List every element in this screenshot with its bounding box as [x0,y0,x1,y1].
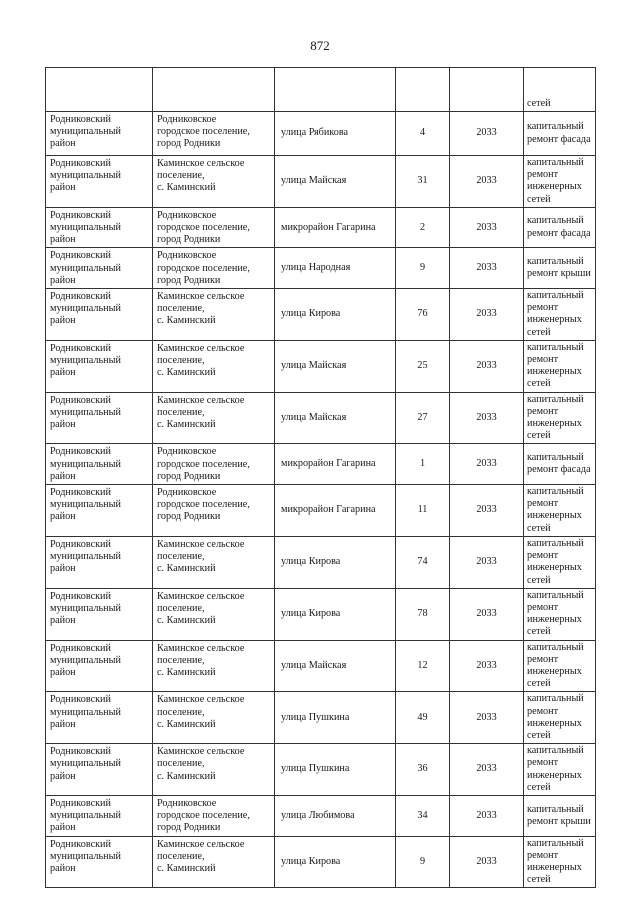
cell-year [450,248,524,289]
cell-house-text: 4 [419,127,426,139]
cell-street-text: улица Пушкина [281,711,350,723]
cell-street [275,207,396,248]
cell-street [275,392,396,444]
cell-settlement-text: Каминское сельское поселение, с. Каминский [157,291,245,327]
cell-settlement-text: Каминское сельское поселение, с. Каминский [157,590,245,627]
cell-street-text: микрорайон Гагарина [281,458,376,470]
cell-settlement [153,640,275,692]
cell-year-text: 2033 [476,659,497,671]
cell-street-text: улица Любимова [281,809,355,821]
table-body [46,68,596,888]
cell-settlement-text: Родниковское городское поселение, город Родники [157,487,250,523]
cell-street-text: микрорайон Гагарина [281,221,376,233]
cell-settlement-text: Каминское сельское поселение, с. Каминский [157,746,245,782]
cell-work-text: капитальный ремонт инженерных сетей [527,641,584,690]
table-row [46,248,596,289]
cell-year-text: 2033 [476,608,497,619]
cell-work-text: сетей [527,97,551,109]
cell-house [396,485,450,537]
cell-house-text: 74 [417,556,428,568]
cell-settlement-text: Каминское сельское поселение, с. Каминский [157,642,245,678]
table-row [46,112,596,156]
cell-settlement-text: Родниковское городское поселение, город Родники [157,797,250,834]
table-row [46,588,596,640]
cell-house [396,112,450,156]
table-row [46,392,596,444]
cell-street-text: улица Майская [281,360,347,372]
table-row [46,640,596,692]
table-row [46,795,596,836]
cell-work [524,692,596,744]
cell-street [275,340,396,392]
cell-settlement [153,536,275,588]
cell-street [275,536,396,588]
cell-district [46,485,153,537]
cell-work [524,588,596,640]
cell-district-text: Родниковский муниципальный район [50,250,121,286]
cell-work-text: капитальный ремонт инженерных сетей [527,837,584,886]
cell-house-text: 1 [419,458,426,470]
cell-house [396,836,450,888]
cell-settlement [153,744,275,796]
cell-year-text: 2033 [476,556,497,568]
cell-street-text: микрорайон Гагарина [281,504,376,516]
cell-house [396,156,450,208]
cell-house-text: 25 [417,360,428,372]
cell-settlement-text: Каминское сельское поселение, с. Каминский [157,342,245,379]
cell-work [524,795,596,836]
cell-district [46,588,153,640]
cell-year-text: 2033 [476,711,497,723]
cell-year [450,207,524,248]
cell-work [524,68,596,112]
cell-district-text: Родниковский муниципальный район [50,590,121,627]
cell-house-text: 31 [417,175,428,187]
cell-house-text: 27 [417,411,428,423]
cell-work [524,536,596,588]
cell-district [46,692,153,744]
cell-district [46,156,153,208]
cell-street-text: улица Рябикова [281,127,349,139]
cell-work-text: капитальный ремонт фасада [527,452,591,476]
cell-settlement [153,156,275,208]
cell-street-text: улица Кирова [281,308,341,320]
cell-street [275,588,396,640]
cell-house [396,588,450,640]
cell-street [275,692,396,744]
cell-house [396,795,450,836]
cell-work [524,640,596,692]
cell-year-text: 2033 [476,221,497,233]
cell-settlement [153,112,275,156]
cell-work-text: капитальный ремонт инженерных сетей [527,589,584,638]
cell-house [396,248,450,289]
cell-street [275,68,396,112]
cell-work-text: капитальный ремонт инженерных сетей [527,393,584,442]
table-row [46,536,596,588]
cell-district [46,340,153,392]
cell-year [450,536,524,588]
housing-repair-table [45,67,596,888]
cell-district [46,289,153,341]
table-row [46,692,596,744]
cell-district-text: Родниковский муниципальный район [50,538,121,575]
cell-year [450,640,524,692]
cell-settlement [153,340,275,392]
cell-year-text: 2033 [476,308,497,320]
cell-work-text: капитальный ремонт фасада [527,215,591,239]
cell-year-text: 2033 [476,504,497,516]
cell-street-text: улица Кирова [281,608,341,619]
cell-district [46,444,153,485]
cell-district-text: Родниковский муниципальный район [50,291,121,327]
cell-district [46,640,153,692]
cell-settlement-text: Каминское сельское поселение, с. Каминский [157,158,245,194]
cell-work-text: капитальный ремонт инженерных сетей [527,486,584,534]
cell-year-text: 2033 [476,855,497,867]
cell-street [275,248,396,289]
cell-work-text: капитальный ремонт фасада [527,121,591,145]
cell-settlement [153,692,275,744]
cell-street [275,444,396,485]
cell-house [396,640,450,692]
cell-house [396,289,450,341]
table-row [46,207,596,248]
table-row [46,156,596,208]
cell-house-text: 76 [417,308,428,320]
cell-work [524,156,596,208]
cell-district-text: Родниковский муниципальный район [50,114,121,150]
cell-work [524,207,596,248]
cell-district-text: Родниковский муниципальный район [50,158,121,194]
table-row [46,485,596,537]
cell-year [450,392,524,444]
cell-settlement-text: Родниковское городское поселение, город Родники [157,114,250,150]
cell-year-text: 2033 [476,809,497,821]
page-number: 872 [310,38,330,53]
cell-settlement-text: Родниковское городское поселение, город Родники [157,209,250,246]
cell-settlement-text: Каминское сельское поселение, с. Каминский [157,694,245,730]
cell-district [46,744,153,796]
cell-year [450,112,524,156]
cell-district-text: Родниковский муниципальный район [50,838,121,874]
cell-settlement [153,588,275,640]
cell-year-text: 2033 [476,360,497,372]
table-row [46,444,596,485]
cell-year [450,836,524,888]
cell-district [46,248,153,289]
cell-district [46,536,153,588]
cell-work [524,112,596,156]
cell-year [450,744,524,796]
table-row [46,836,596,888]
cell-house-text: 34 [417,809,428,821]
cell-year-text: 2033 [476,262,497,274]
cell-house [396,207,450,248]
cell-settlement-text: Каминское сельское поселение, с. Каминский [157,838,245,874]
cell-street [275,289,396,341]
table-row [46,744,596,796]
cell-street [275,744,396,796]
cell-house [396,444,450,485]
cell-district-text: Родниковский муниципальный район [50,694,121,730]
cell-year [450,444,524,485]
cell-street-text: улица Кирова [281,855,341,867]
cell-work-text: капитальный ремонт крыши [527,803,591,827]
cell-work-text: капитальный ремонт инженерных сетей [527,157,584,205]
cell-house [396,744,450,796]
cell-house [396,392,450,444]
cell-year [450,692,524,744]
cell-work [524,392,596,444]
cell-settlement [153,289,275,341]
cell-house [396,536,450,588]
cell-work [524,444,596,485]
cell-year [450,795,524,836]
cell-year [450,340,524,392]
cell-street-text: улица Пушкина [281,763,350,775]
cell-settlement [153,248,275,289]
table-row [46,340,596,392]
cell-work-text: капитальный ремонт инженерных сетей [527,341,584,390]
cell-work [524,340,596,392]
cell-year [450,485,524,537]
cell-year [450,68,524,112]
cell-house-text: 11 [417,504,428,516]
cell-street [275,112,396,156]
cell-district-text: Родниковский муниципальный район [50,209,121,246]
cell-district [46,112,153,156]
cell-house-text: 9 [419,262,426,274]
cell-house-text: 78 [417,608,428,619]
cell-district-text: Родниковский муниципальный район [50,746,121,782]
cell-district-text: Родниковский муниципальный район [50,446,121,482]
cell-work [524,289,596,341]
cell-house [396,692,450,744]
cell-year-text: 2033 [476,175,497,187]
cell-street [275,836,396,888]
cell-street [275,156,396,208]
cell-district-text: Родниковский муниципальный район [50,394,121,431]
cell-district [46,68,153,112]
cell-work-text: капитальный ремонт инженерных сетей [527,745,584,793]
cell-year-text: 2033 [476,127,497,139]
cell-settlement [153,444,275,485]
cell-work [524,744,596,796]
cell-work [524,836,596,888]
cell-settlement [153,207,275,248]
cell-district [46,392,153,444]
cell-street-text: улица Майская [281,659,347,671]
cell-settlement [153,485,275,537]
cell-street [275,485,396,537]
cell-street-text: улица Майская [281,411,347,423]
cell-year-text: 2033 [476,458,497,470]
cell-district-text: Родниковский муниципальный район [50,642,121,678]
cell-work [524,485,596,537]
cell-house [396,340,450,392]
cell-settlement-text: Родниковское городское поселение, город Родники [157,446,250,482]
cell-district-text: Родниковский муниципальный район [50,797,121,834]
cell-house-text: 12 [417,659,428,671]
cell-settlement-text: Каминское сельское поселение, с. Каминский [157,394,245,431]
cell-house-text: 9 [419,855,426,867]
cell-street-text: улица Народная [281,262,351,274]
cell-year-text: 2033 [476,763,497,775]
cell-district [46,207,153,248]
cell-year [450,156,524,208]
cell-year [450,289,524,341]
cell-settlement [153,836,275,888]
cell-district [46,836,153,888]
cell-street-text: улица Кирова [281,556,341,568]
cell-street [275,795,396,836]
cell-work-text: капитальный ремонт инженерных сетей [527,290,584,338]
cell-settlement-text: Родниковское городское поселение, город Родники [157,250,250,286]
cell-work [524,248,596,289]
cell-district-text: Родниковский муниципальный район [50,342,121,379]
cell-settlement [153,795,275,836]
cell-work-text: капитальный ремонт инженерных сетей [527,693,584,741]
cell-district [46,795,153,836]
cell-settlement [153,68,275,112]
cell-street [275,640,396,692]
table-row [46,289,596,341]
cell-house [396,68,450,112]
cell-settlement-text: Каминское сельское поселение, с. Каминский [157,538,245,575]
table-row-continued [46,68,596,112]
cell-settlement [153,392,275,444]
cell-district-text: Родниковский муниципальный район [50,487,121,523]
cell-house-text: 36 [417,763,428,775]
cell-house-text: 49 [417,711,428,723]
cell-house-text: 2 [419,221,426,233]
cell-year-text: 2033 [476,411,497,423]
cell-year [450,588,524,640]
cell-work-text: капитальный ремонт крыши [527,256,591,280]
cell-work-text: капитальный ремонт инженерных сетей [527,537,584,586]
cell-street-text: улица Майская [281,175,347,187]
